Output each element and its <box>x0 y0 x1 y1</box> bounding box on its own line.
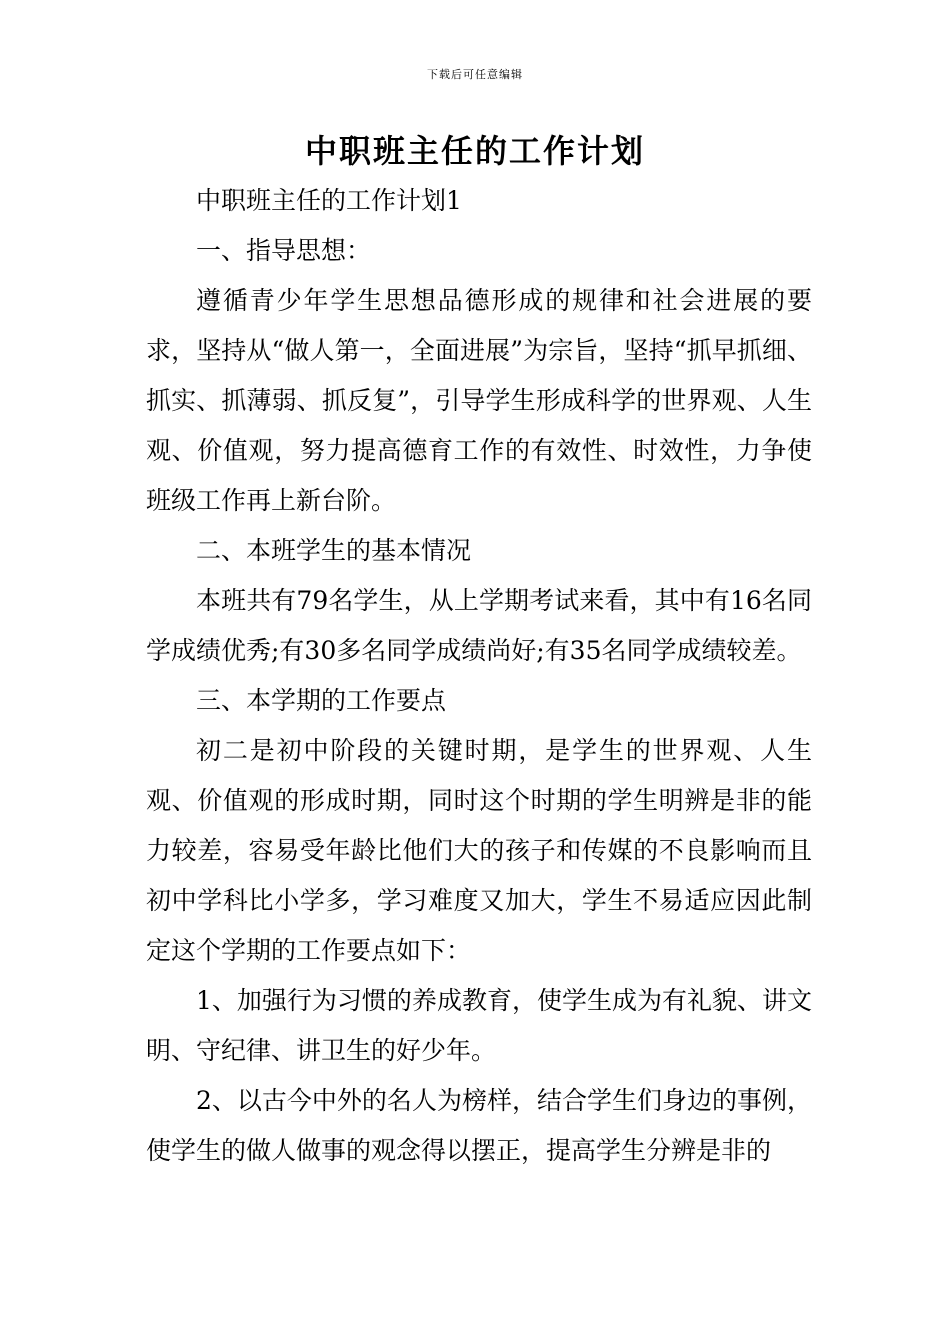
document-title: 中职班主任的工作计划 <box>304 132 645 170</box>
list-item-1: 1、加强行为习惯的养成教育，使学生成为有礼貌、讲文明、守纪律、讲卫生的好少年。 <box>146 986 812 1065</box>
section-heading-guiding-thought: 一、指导思想： <box>196 236 372 265</box>
list-item-2: 2、以古今中外的名人为榜样，结合学生们身边的事例，使学生的做人做事的观念得以摆正，提高学生分辨是非的 <box>146 1086 812 1165</box>
section-heading-class-situation: 二、本班学生的基本情况 <box>196 536 472 565</box>
document-body <box>146 176 812 1176</box>
paragraph-class-situation: 本班共有79名学生，从上学期考试来看，其中有16名同学成绩优秀;有30多名同学成绩尚好;有35名同学成绩较差。 <box>146 586 812 665</box>
paragraph-work-points: 初二是初中阶段的关键时期，是学生的世界观、人生观、价值观的形成时期，同时这个时期的学生明辨是非的能力较差，容易受年龄比他们大的孩子和传媒的不良影响而且初中学科比小学多，学习难度又加大，学生不易适应因此制定这个学期的工作要点如下： <box>146 736 812 965</box>
header-note: 下载后可任意编辑 <box>427 68 523 81</box>
paragraph-subtitle: 中职班主任的工作计划1 <box>196 186 462 215</box>
paragraph-guiding-thought: 遵循青少年学生思想品德形成的规律和社会进展的要求，坚持从“做人第一，全面进展”为宗旨，坚持“抓早抓细、抓实、抓薄弱、抓反复”，引导学生形成科学的世界观、人生观、价值观，努力提高德育工作的有效性、时效性，力争使班级工作再上新台阶。 <box>146 286 812 515</box>
section-heading-work-points: 三、本学期的工作要点 <box>196 686 447 715</box>
